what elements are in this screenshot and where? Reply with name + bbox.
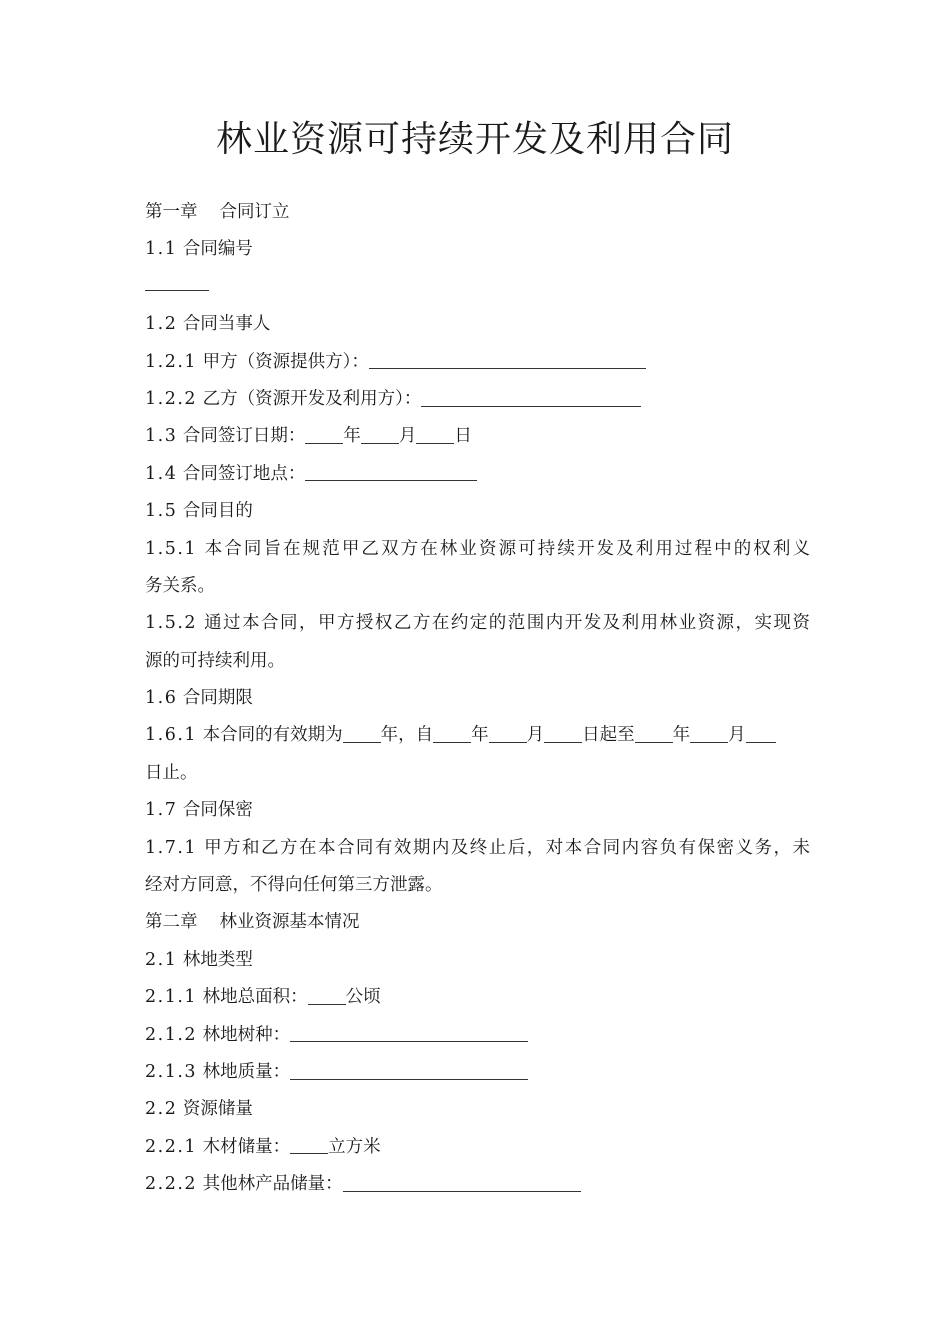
chapter-heading xyxy=(145,904,810,941)
clause-continuation: 务关系。 xyxy=(145,575,215,596)
clause-text: 月 xyxy=(728,725,746,746)
month-label: 月 xyxy=(398,426,417,447)
clause xyxy=(145,456,810,493)
chapter-heading xyxy=(145,194,810,231)
contract-number-blank xyxy=(145,273,209,291)
section-heading xyxy=(145,1091,810,1128)
clause-text: 本合同旨在规范甲乙双方在林业资源可持续开发及利用过程中的权利义 xyxy=(204,538,810,559)
end-day-blank xyxy=(746,724,776,743)
clause xyxy=(145,979,810,1016)
clause-number: 2.2.2 xyxy=(145,1174,198,1195)
contract-number-row xyxy=(145,269,810,306)
section-number: 2.1 xyxy=(145,949,178,970)
clause xyxy=(145,1166,810,1203)
clause-continuation: 日止。 xyxy=(145,762,198,783)
forest-area-blank xyxy=(308,985,346,1004)
section-heading xyxy=(145,306,810,343)
party-b-blank xyxy=(421,387,641,406)
timber-volume-blank xyxy=(290,1135,328,1154)
section-title: 林地类型 xyxy=(182,949,253,970)
section-title: 合同编号 xyxy=(182,239,253,260)
clause xyxy=(145,1017,810,1054)
document-title: 林业资源可持续开发及利用合同 xyxy=(215,119,734,160)
clause-text: 月 xyxy=(526,725,545,746)
section-title: 合同保密 xyxy=(182,800,253,821)
clause-text: 年 xyxy=(471,725,489,746)
clause-number: 2.1.2 xyxy=(145,1024,198,1045)
day-blank xyxy=(416,425,454,444)
clause-number: 1.5.2 xyxy=(145,613,198,634)
chapter-title: 林业资源基本情况 xyxy=(219,912,360,933)
start-day-blank xyxy=(544,724,582,743)
term-years-blank xyxy=(343,724,381,743)
clause-text: 年 xyxy=(672,725,691,746)
section-number: 1.1 xyxy=(145,239,178,260)
clause-text: 通过本合同，甲方授权乙方在约定的范围内开发及利用林业资源，实现资 xyxy=(204,613,810,634)
section-number: 1.6 xyxy=(145,688,178,709)
day-label: 日 xyxy=(454,426,472,447)
clause-continuation: 源的可持续利用。 xyxy=(145,650,285,671)
section-title: 合同目的 xyxy=(182,501,253,522)
clause-continuation: 经对方同意，不得向任何第三方泄露。 xyxy=(145,875,443,896)
section-heading xyxy=(145,680,810,717)
clause-number: 1.2.2 xyxy=(145,388,198,409)
clause-label: 合同签订日期： xyxy=(182,426,306,447)
chapter-number: 第一章 xyxy=(145,202,198,222)
section-heading xyxy=(145,792,810,829)
chapter-title: 合同订立 xyxy=(219,202,290,222)
clause-number: 1.7.1 xyxy=(145,837,198,858)
start-year-blank xyxy=(433,724,471,743)
clause-label: 林地质量： xyxy=(202,1061,291,1082)
unit-label: 公顷 xyxy=(345,987,381,1008)
clause-number: 2.1.1 xyxy=(145,987,198,1008)
clause xyxy=(145,1129,810,1166)
clause xyxy=(145,717,810,754)
unit-label: 立方米 xyxy=(328,1136,381,1157)
clause-number: 1.4 xyxy=(145,463,178,484)
clause-text: 年，自 xyxy=(380,725,434,746)
party-a-blank xyxy=(369,350,646,369)
tree-species-blank xyxy=(290,1023,528,1042)
clause xyxy=(145,418,810,455)
section-number: 2.2 xyxy=(145,1099,178,1120)
section-heading xyxy=(145,942,810,979)
section-heading xyxy=(145,493,810,530)
end-year-blank xyxy=(635,724,673,743)
location-blank xyxy=(305,462,477,481)
clause-label: 甲方（资源提供方）： xyxy=(202,351,369,372)
clause xyxy=(145,830,810,867)
start-month-blank xyxy=(489,724,527,743)
chapter-number: 第二章 xyxy=(145,912,198,933)
clause-number: 2.2.1 xyxy=(145,1136,198,1157)
forest-quality-blank xyxy=(290,1060,528,1079)
year-label: 年 xyxy=(343,426,361,447)
section-title: 合同当事人 xyxy=(182,314,271,335)
clause xyxy=(145,605,810,642)
section-heading xyxy=(145,231,810,268)
section-number: 1.2 xyxy=(145,314,178,335)
section-number: 1.5 xyxy=(145,501,178,522)
section-title: 合同期限 xyxy=(182,688,253,709)
clause-text: 日起至 xyxy=(582,725,635,746)
clause xyxy=(145,381,810,418)
clause xyxy=(145,344,810,381)
month-blank xyxy=(361,425,399,444)
clause-label: 林地树种： xyxy=(202,1024,291,1045)
clause-number: 1.2.1 xyxy=(145,351,198,372)
clause-label: 乙方（资源开发及利用方）： xyxy=(202,388,422,409)
end-month-blank xyxy=(690,724,728,743)
clause-number: 1.3 xyxy=(145,426,178,447)
clause-number: 1.5.1 xyxy=(145,538,198,559)
section-title: 资源储量 xyxy=(182,1099,253,1120)
clause-label: 其他林产品储量： xyxy=(202,1174,343,1195)
section-number: 1.7 xyxy=(145,800,178,821)
clause-label: 木材储量： xyxy=(202,1136,291,1157)
contract-body xyxy=(145,194,810,1204)
clause-label: 合同签订地点： xyxy=(182,463,306,484)
clause-text: 本合同的有效期为 xyxy=(202,725,343,746)
clause-number: 1.6.1 xyxy=(145,725,198,746)
clause xyxy=(145,531,810,568)
year-blank xyxy=(305,425,343,444)
clause-label: 林地总面积： xyxy=(202,987,308,1008)
clause-number: 2.1.3 xyxy=(145,1061,198,1082)
other-products-blank xyxy=(343,1172,581,1191)
clause xyxy=(145,1054,810,1091)
clause-text: 甲方和乙方在本合同有效期内及终止后，对本合同内容负有保密义务，未 xyxy=(204,837,810,858)
